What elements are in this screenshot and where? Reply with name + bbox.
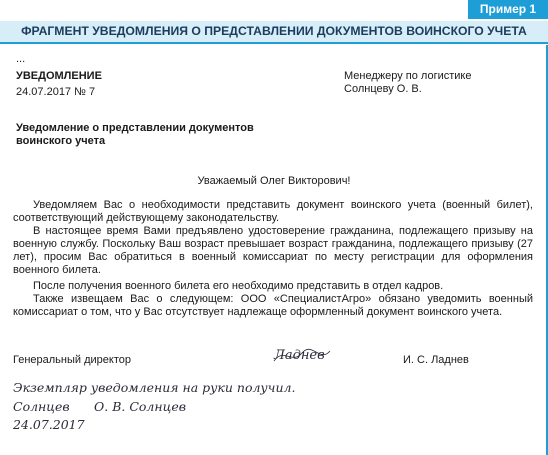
receipt-date: 24.07.2017: [13, 417, 85, 432]
paragraph-4: Также извещаем Вас о следующем: ООО «СпециалистАгро» обязано уведомить военный комиссариат о том, что у Вас отсутствует надлежаще оформленный документ воинского учета.: [13, 293, 533, 318]
subject-line-2: воинского учета: [16, 135, 106, 147]
header-band: [0, 21, 548, 44]
ellipsis: ...: [16, 53, 26, 65]
paragraph-3: После получения военного билета его необходимо представить в отдел кадров.: [33, 280, 444, 292]
signer-signature: Ладнев: [274, 348, 325, 363]
receipt-name: О. В. Солнцев: [94, 399, 187, 414]
date-number: 24.07.2017 № 7: [16, 86, 96, 98]
receipt-signature: Солнцев: [13, 399, 70, 414]
addressee-position: Менеджеру по логистике: [344, 70, 472, 82]
receipt-text: Экземпляр уведомления на руки получил.: [13, 380, 296, 395]
paragraph-1: Уведомляем Вас о необходимости представить документ воинского учета (военный билет), соответствующий действующему законодательству.: [13, 199, 533, 224]
addressee-name: Солнцеву О. В.: [344, 83, 422, 95]
document-body: [0, 45, 548, 453]
doc-type: УВЕДОМЛЕНИЕ: [16, 70, 102, 82]
subject-line-1: Уведомление о представлении документов: [16, 122, 254, 134]
paragraph-2: В настоящее время Вами предъявлено удостоверение гражданина, подлежащего призыву на военную службу. Поскольку Ваш возраст превышает возраст гражданина, подлежащего призыву (27 лет), просим Вас обратиться в военный комиссариат по месту регистрации для оформления военного билета.: [13, 225, 533, 276]
salutation: Уважаемый Олег Викторович!: [197, 175, 351, 187]
example-tab: Пример 1: [468, 0, 548, 19]
page-title: ФРАГМЕНТ УВЕДОМЛЕНИЯ О ПРЕДСТАВЛЕНИИ ДОКУМЕНТОВ ВОИНСКОГО УЧЕТА: [21, 24, 527, 38]
signer-position: Генеральный директор: [13, 354, 131, 366]
signature-flourish: [272, 345, 332, 367]
signer-name: И. С. Ладнев: [403, 354, 469, 366]
